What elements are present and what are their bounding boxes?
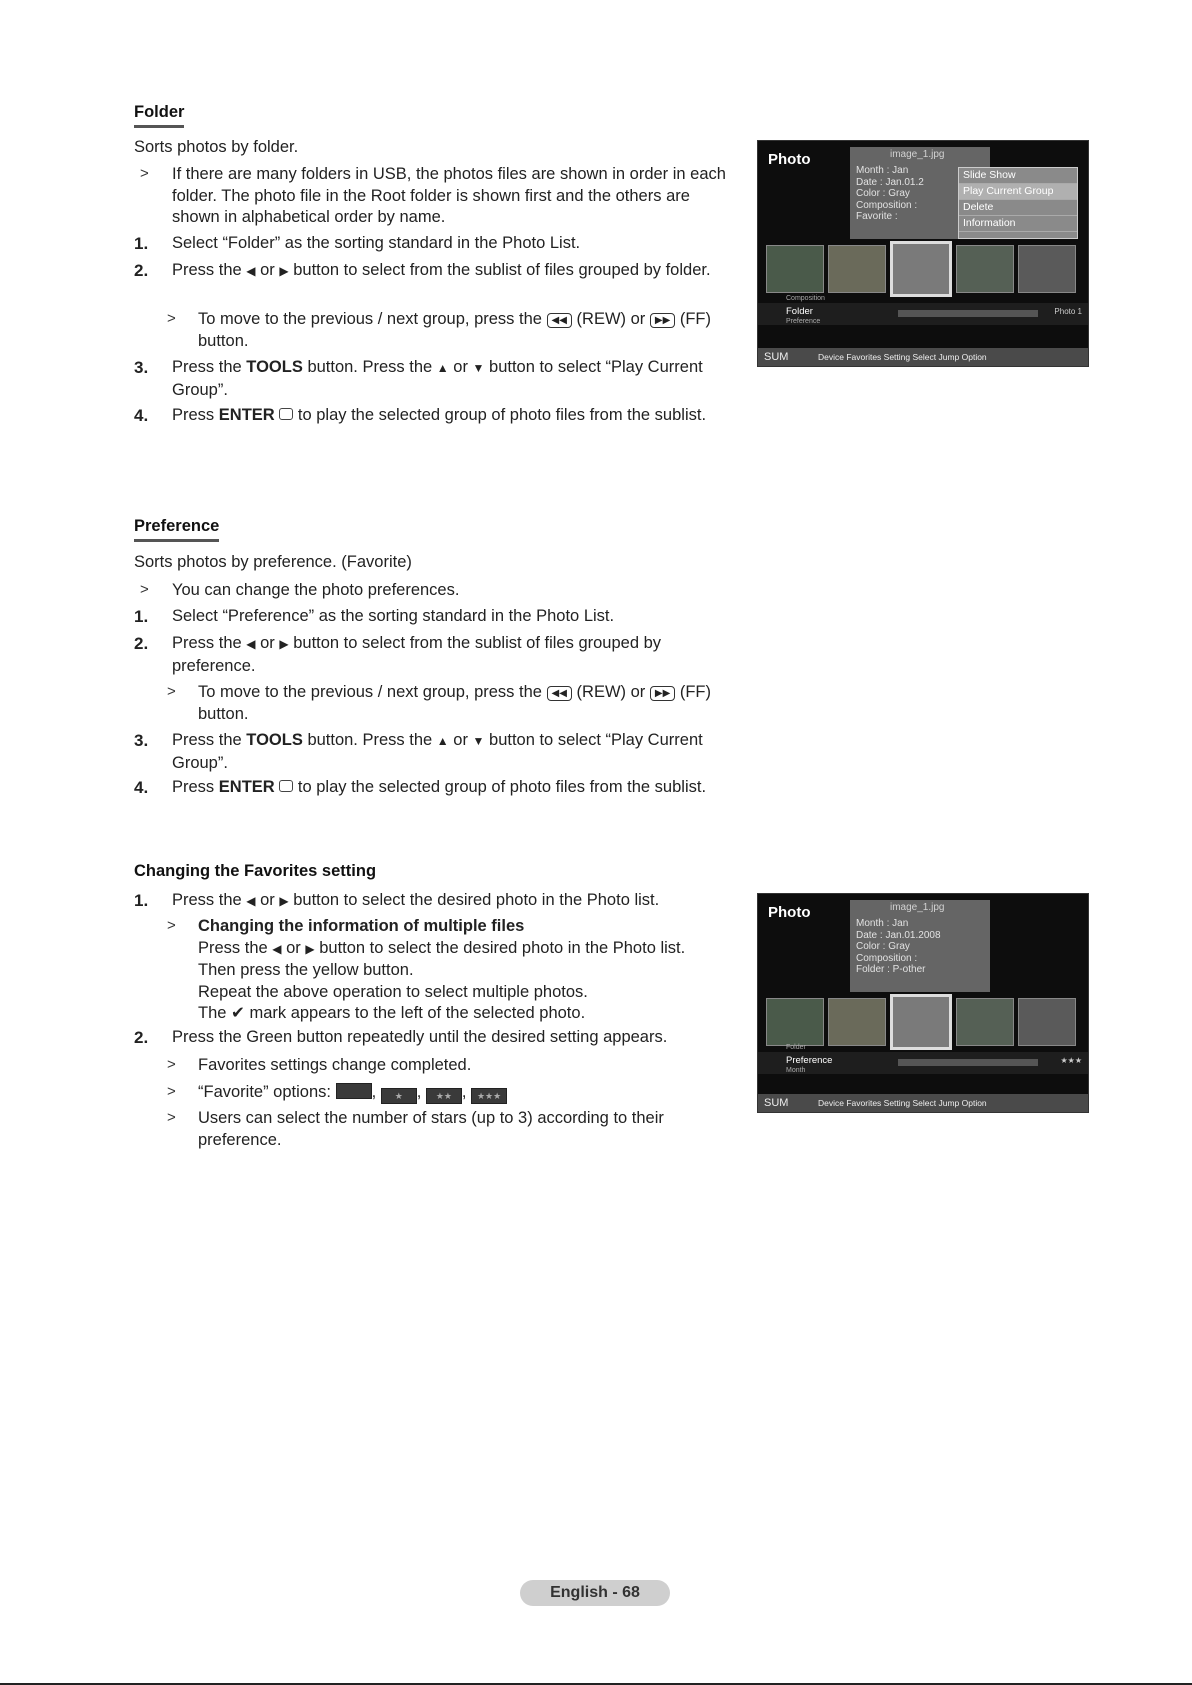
favorite-option-1-icon: ★ <box>381 1088 417 1104</box>
note-arrow-icon: > <box>140 581 149 598</box>
tv-screen-folder <box>757 140 1089 367</box>
right-arrow-icon: ▶ <box>279 264 289 278</box>
photo-thumbnail[interactable] <box>828 245 886 293</box>
thumbnail-strip <box>758 998 1088 1048</box>
rew-icon: ◀◀ <box>547 686 572 701</box>
page-number: English - 68 <box>520 1580 670 1606</box>
info-panel: image_1.jpg Month : Jan Date : Jan.01.2008 Color : Gray Composition : Folder : P-other <box>850 900 990 992</box>
info-panel: image_1.jpg Month : Jan Date : Jan.01.2 Color : Gray Composition : Favorite : <box>850 147 990 239</box>
right-arrow-icon: ▶ <box>279 894 289 908</box>
enter-icon <box>279 408 293 420</box>
note-arrow-icon: > <box>167 1083 176 1100</box>
group-bar: Folder Preference Month ★★★ <box>758 1052 1088 1074</box>
preference-intro: Sorts photos by preference. (Favorite) <box>134 553 412 571</box>
ff-icon: ▶▶ <box>650 686 675 701</box>
photo-thumbnail[interactable] <box>956 998 1014 1046</box>
note-arrow-icon: > <box>167 917 176 934</box>
favorite-option-2-icon: ★★ <box>426 1088 462 1104</box>
photo-thumbnail-selected[interactable] <box>890 994 952 1050</box>
preference-heading: Preference <box>134 517 219 542</box>
photo-thumbnail[interactable] <box>1018 998 1076 1046</box>
group-bar: Composition Folder Preference Photo 1 <box>758 303 1088 325</box>
favorites-heading: Changing the Favorites setting <box>134 862 377 880</box>
down-arrow-icon: ▼ <box>472 734 485 748</box>
favorite-option-3-icon: ★★★ <box>471 1088 507 1104</box>
menu-item-play-current-group[interactable]: Play Current Group <box>959 184 1077 200</box>
menu-item-delete[interactable]: Delete <box>959 200 1077 216</box>
photo-thumbnail[interactable] <box>828 998 886 1046</box>
favorite-option-0-icon <box>336 1083 372 1099</box>
photo-thumbnail-selected[interactable] <box>890 241 952 297</box>
note-arrow-icon: > <box>140 165 149 182</box>
up-arrow-icon: ▲ <box>436 734 449 748</box>
menu-item-information[interactable]: Information <box>959 216 1077 232</box>
rew-icon: ◀◀ <box>547 313 572 328</box>
tv-bottom-bar: SUM Device Favorites Setting Select Jump Option <box>758 348 1088 366</box>
folder-heading: Folder <box>134 103 184 128</box>
photo-thumbnail[interactable] <box>766 998 824 1046</box>
menu-item-slide-show[interactable]: Slide Show <box>959 168 1077 184</box>
photo-thumbnail[interactable] <box>956 245 1014 293</box>
down-arrow-icon: ▼ <box>472 361 485 375</box>
note-arrow-icon: > <box>167 1109 176 1126</box>
group-track <box>898 310 1038 317</box>
group-track <box>898 1059 1038 1066</box>
photo-thumbnail[interactable] <box>1018 245 1076 293</box>
ff-icon: ▶▶ <box>650 313 675 328</box>
tools-menu <box>958 167 1078 239</box>
left-arrow-icon: ◀ <box>246 264 256 278</box>
enter-icon <box>279 780 293 792</box>
right-arrow-icon: ▶ <box>305 941 315 956</box>
thumbnail-strip <box>758 245 1088 295</box>
note-arrow-icon: > <box>167 1056 176 1073</box>
note-arrow-icon: > <box>167 683 176 700</box>
left-arrow-icon: ◀ <box>246 637 256 651</box>
tv-title: Photo <box>768 904 811 921</box>
folder-note-text: If there are many folders in USB, the photos files are shown in order in each folder. The photo file in the Root folder is shown first and the others are shown in alphabetical order by name. <box>172 165 726 226</box>
check-mark-icon: ✔ <box>231 1004 245 1022</box>
up-arrow-icon: ▲ <box>436 361 449 375</box>
tv-bottom-bar: SUM Device Favorites Setting Select Jump Option <box>758 1094 1088 1112</box>
photo-thumbnail[interactable] <box>766 245 824 293</box>
note-arrow-icon: > <box>167 310 176 327</box>
left-arrow-icon: ◀ <box>246 894 256 908</box>
tv-screen-preference <box>757 893 1089 1113</box>
right-arrow-icon: ▶ <box>279 637 289 651</box>
tv-title: Photo <box>768 151 811 168</box>
left-arrow-icon: ◀ <box>272 941 282 956</box>
folder-intro: Sorts photos by folder. <box>134 138 299 156</box>
